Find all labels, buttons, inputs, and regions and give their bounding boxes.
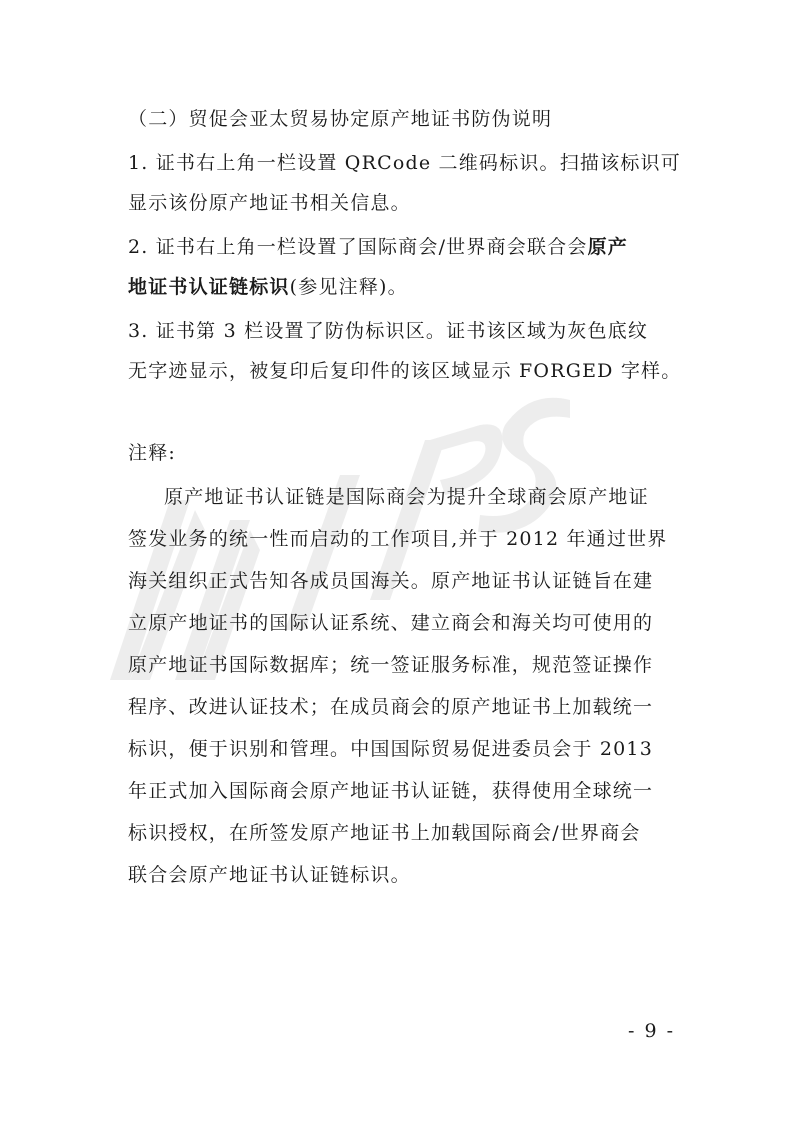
notes-line: 标识授权，在所签发原产地证书上加载国际商会/世界商会 — [128, 822, 641, 844]
notes-line: 联合会原产地证书认证链标识。 — [128, 864, 411, 886]
notes-label: 注释: — [128, 442, 177, 464]
item-2-bold-text: 原产 — [587, 236, 628, 258]
notes-line: 海关组织正式告知各成员国海关。原产地证书认证链旨在建 — [128, 570, 654, 592]
item-3-line-1: 3. 证书第 3 栏设置了防伪标识区。证书该区域为灰色底纹 — [128, 320, 649, 342]
section-heading: （二）贸促会亚太贸易协定原产地证书防伪说明 — [128, 108, 553, 130]
item-2-line-1 — [128, 236, 628, 258]
notes-line: 立原产地证书的国际认证系统、建立商会和海关均可使用的 — [128, 612, 654, 634]
notes-line: 签发业务的统一性而启动的工作项目,并于 2012 年通过世界 — [128, 528, 668, 550]
item-3-line-2: 无字迹显示，被复印后复印件的该区域显示 FORGED 字样。 — [128, 360, 682, 382]
notes-line: 原产地证书认证链是国际商会为提升全球商会原产地证 — [164, 486, 649, 508]
item-1-line-1: 1. 证书右上角一栏设置 QRCode 二维码标识。扫描该标识可 — [128, 152, 681, 174]
item-2-text: 2. 证书右上角一栏设置了国际商会/世界商会联合会 — [128, 236, 588, 258]
notes-line: 原产地证书国际数据库；统一签证服务标准，规范签证操作 — [128, 654, 654, 676]
item-2-suffix: (参见注释)。 — [289, 276, 408, 298]
notes-line: 年正式加入国际商会原产地证书认证链，获得使用全球统一 — [128, 780, 654, 802]
notes-line: 标识，便于识别和管理。中国国际贸易促进委员会于 2013 — [128, 738, 653, 760]
page-number: - 9 - — [628, 1020, 676, 1042]
item-1-line-2: 显示该份原产地证书相关信息。 — [128, 192, 411, 214]
item-2-line-2 — [128, 276, 408, 298]
item-2-bold-continuation: 地证书认证链标识 — [128, 276, 290, 298]
notes-line: 程序、改进认证技术；在成员商会的原产地证书上加载统一 — [128, 696, 654, 718]
